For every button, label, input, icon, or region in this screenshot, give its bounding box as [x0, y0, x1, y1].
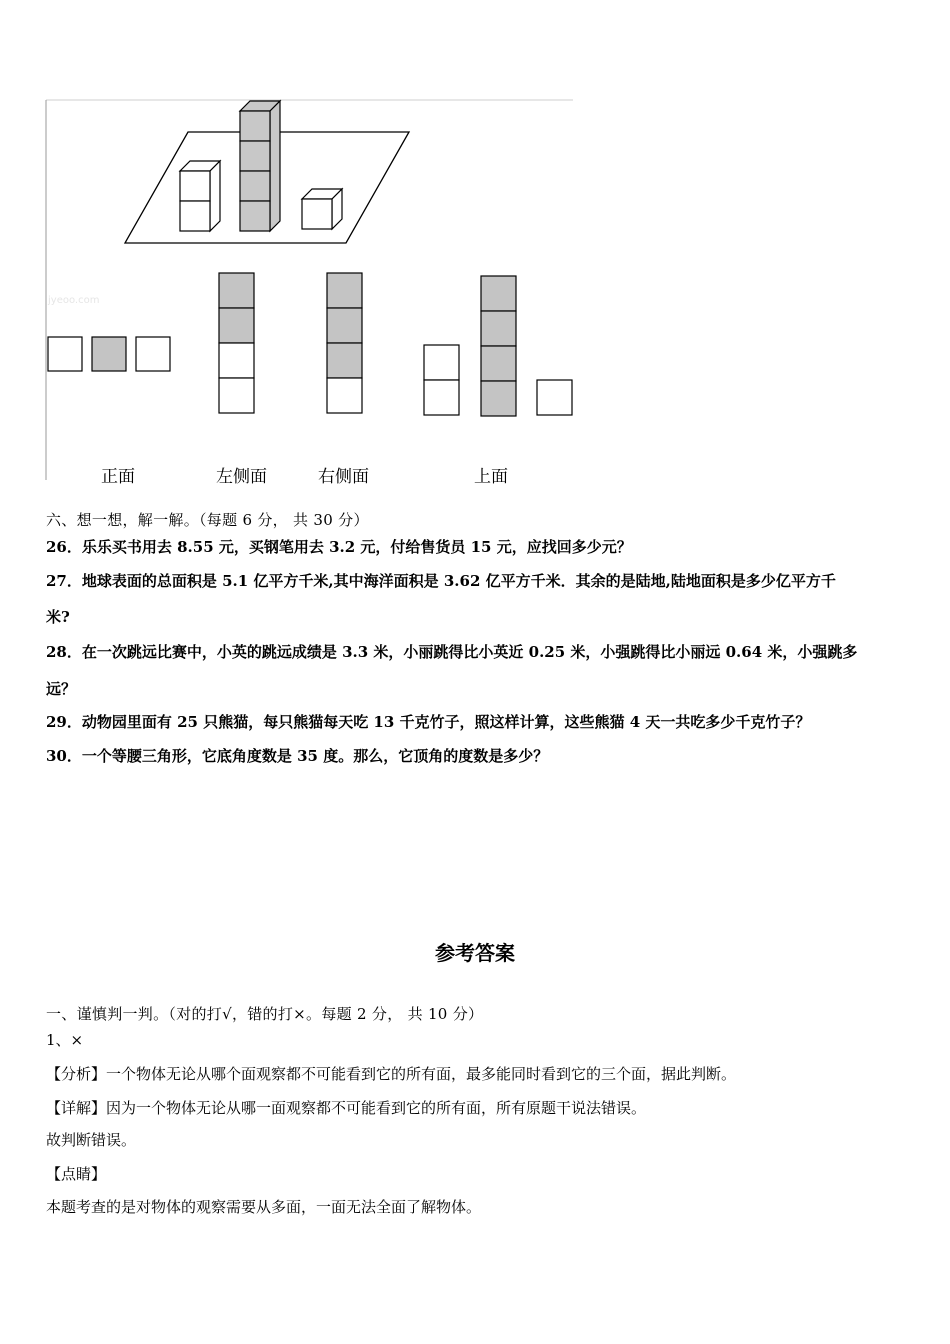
question-27-line2: 米? — [46, 608, 70, 626]
answer-point-label: 【点睛】 — [46, 1165, 107, 1183]
cube-diagram — [40, 95, 580, 485]
question-26: 26．乐乐买书用去 8.55 元，买钢笔用去 3.2 元，付给售货员 15 元，应找回多少元？ — [46, 538, 632, 556]
section6-title: 六、想一想，解一解。（每题 6 分， 共 30 分） — [46, 511, 369, 529]
cube-views-figure — [40, 95, 580, 485]
answer-key-title: 参考答案 — [435, 941, 515, 965]
question-27-line1: 27．地球表面的总面积是 5.1 亿平方千米,其中海洋面积是 3.62 亿平方千米．其余的是陆地,陆地面积是多少亿平方千 — [46, 572, 836, 590]
front-view — [48, 337, 170, 371]
label-right-side: 右侧面 — [318, 467, 369, 487]
answer-analysis: 【分析】一个物体无论从哪个面观察都不可能看到它的所有面，最多能同时看到它的三个面，据此判断。 — [46, 1065, 737, 1083]
label-left-side: 左侧面 — [216, 467, 267, 487]
watermark: jyeoo.com — [48, 295, 100, 306]
question-29: 29．动物园里面有 25 只熊猫，每只熊猫每天吃 13 千克竹子，照这样计算，这些熊猫 4 天一共吃多少千克竹子？ — [46, 713, 811, 731]
left-side-view — [219, 273, 254, 413]
top-view — [424, 276, 572, 416]
answer-conclusion: 故判断错误。 — [46, 1131, 137, 1149]
question-28-line1: 28．在一次跳远比赛中，小英的跳远成绩是 3.3 米，小丽跳得比小英近 0.25 米，小强跳得比小丽远 0.64 米，小强跳多 — [46, 643, 858, 661]
tall-stack — [240, 101, 280, 231]
single-cube — [302, 189, 342, 229]
answers-section1-title: 一、谨慎判一判。（对的打√，错的打×。每题 2 分， 共 10 分） — [46, 1005, 484, 1023]
question-30: 30．一个等腰三角形，它底角度数是 35 度。那么，它顶角的度数是多少？ — [46, 747, 549, 765]
answer-point: 本题考查的是对物体的观察需要从多面，一面无法全面了解物体。 — [46, 1198, 482, 1216]
answer-item-1: 1、× — [46, 1031, 84, 1049]
answer-detail: 【详解】因为一个物体无论从哪一面观察都不可能看到它的所有面，所有原题干说法错误。 — [46, 1099, 647, 1117]
right-side-view — [327, 273, 362, 413]
label-front: 正面 — [101, 467, 135, 487]
left-stack — [180, 161, 220, 231]
question-28-line2: 远？ — [46, 680, 77, 698]
label-top: 上面 — [474, 467, 508, 487]
